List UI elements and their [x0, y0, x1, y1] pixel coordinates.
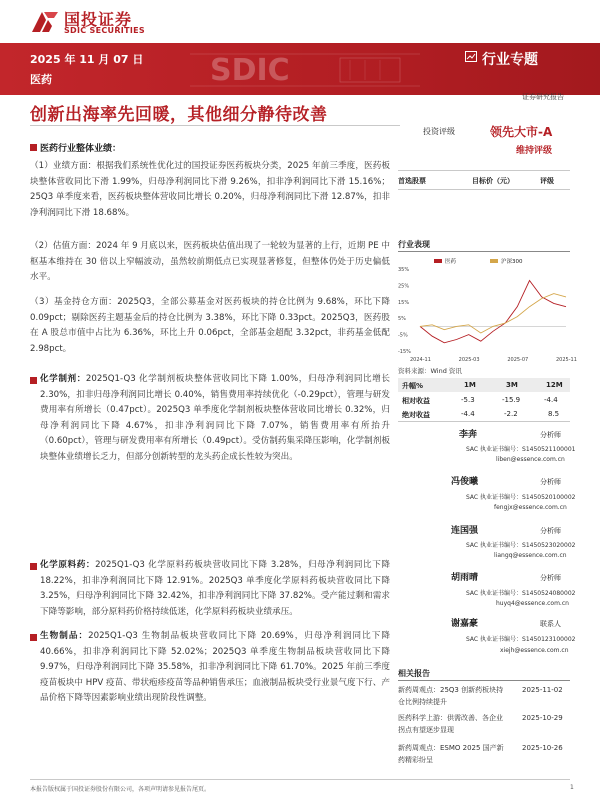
- x-tick-label: 2024-11: [410, 357, 431, 363]
- related-report-date: 2025-10-26: [522, 744, 563, 752]
- report-type: 行业专题: [482, 52, 538, 68]
- divider: [398, 170, 570, 171]
- paragraph: [40, 629, 390, 707]
- legend-label-csi300: 沪深300: [501, 259, 523, 265]
- perf-cell: -5.3: [461, 396, 475, 404]
- perf-cell: 8.5: [548, 410, 560, 418]
- x-tick-label: 2025-03: [458, 357, 480, 363]
- section-bullet: [30, 377, 37, 384]
- perf-table-header-bg: [398, 378, 570, 392]
- paragraph: [40, 558, 390, 620]
- divider: [398, 251, 570, 252]
- section-text: 2025Q1-Q3 生物制品板块营收同比下降 20.69%，归母净利润同比下降 40.66%，扣非净利润同比下降 52.02%；2025Q3 单季度生物制品板块营收同比下降 9.97%，归母净利润同比下降 35.58%，扣非净利润同比下降 61.70%。2025 年前三季度疫苗板块中 HPV 疫苗、带状疱疹疫苗等品种销售承压；血液制品板块受行业景气度下行、产品价格下降等因素影响业绩出现阶段性调整。: [40, 631, 390, 704]
- x-tick-label: 2025-11: [556, 357, 577, 363]
- divider: [398, 680, 570, 681]
- section-bullet: [30, 563, 37, 570]
- rating-value: 领先大市-A: [490, 125, 553, 139]
- legend-swatch-pharma: [434, 259, 442, 263]
- divider: [398, 189, 570, 190]
- y-tick-label: -5%: [398, 332, 408, 339]
- paragraph: [40, 372, 390, 466]
- related-report-date: 2025-10-29: [522, 714, 563, 722]
- analyst-name: 连国强: [451, 526, 479, 536]
- section-text: 2025Q1-Q3 化学原料药板块营收同比下降 3.28%，归母净利润同比下降 18.22%，扣非净利润同比下降 12.91%。2025Q3 单季度化学原料药板块营收同比下降 3.25%，归母净利润同比下降 32.42%，扣非净利润同比下降 37.82%。受产能过剩和需求下降等影响，部分原料药价格持续低迷，化学原料药板块业绩承压。: [40, 560, 390, 617]
- section-text: 2025Q1-Q3 化学制剂板块整体营收同比下降 1.00%，归母净利润同比增长 2.30%，扣非归母净利润同比增长 0.40%，销售费用率持续优化（-0.29pct），管理与研发费用率有所增长（0.47pct）。2025Q3 单季度化学制剂板块整体营收同比增长 0.32%，归母净利润同比下降 4.67%，扣非净利润同比下降 7.07%，销售费用率有所抬升（0.60pct），管理与研发费用率有所增长（0.49pct）。受仿制药集采降压影响，化学制剂板块整体业绩增长乏力，但部分创新转型的龙头药企成长性较为突出。: [40, 374, 390, 462]
- analyst-role: 联系人: [540, 620, 561, 628]
- analyst-role: 分析师: [540, 478, 561, 486]
- divider: [398, 421, 570, 422]
- page-title: 创新出海率先回暖，其他细分静待改善: [30, 105, 328, 125]
- x-tick-label: 2025-07: [507, 357, 529, 363]
- series-line-pharma: [420, 281, 566, 343]
- logo-mark-icon: [30, 8, 60, 34]
- perf-col-label: 升幅%: [402, 382, 424, 390]
- report-date: 2025 年 11 月 07 日: [30, 53, 144, 66]
- analyst-name: 冯俊曦: [451, 477, 479, 487]
- report-type-icon: [465, 51, 477, 62]
- department-label: 证券研究报告: [522, 93, 564, 101]
- perf-cell: -4.4: [461, 410, 475, 418]
- related-report-link[interactable]: 新药周观点：ESMO 2025 国产新药精彩纷呈: [398, 744, 504, 764]
- stock-col-name: 首选股票: [398, 177, 426, 185]
- analyst-role: 分析师: [540, 431, 561, 439]
- section-bullet: [30, 634, 37, 641]
- banner-watermark: SDIC: [210, 53, 290, 88]
- analyst-sac: SAC 执业证书编号：S1450524080002: [466, 590, 576, 597]
- analyst-email[interactable]: liangq@essence.com.cn: [494, 552, 567, 559]
- related-report-link[interactable]: 新药周观点：25Q3 创新药板块持仓比例持续提升: [398, 686, 504, 706]
- report-sector: 医药: [30, 73, 52, 86]
- analyst-email[interactable]: fengjx@essence.com.cn: [494, 504, 567, 511]
- related-report-link[interactable]: 医药科学上游：供需改善、各企业拐点有望逐步显现: [398, 714, 503, 734]
- section-bullet: [30, 144, 37, 151]
- logo-subtext: SDIC SECURITIES: [64, 26, 145, 35]
- related-title: 相关报告: [398, 669, 430, 678]
- rating-label: 投资评级: [423, 127, 455, 136]
- section-lead: 化学制剂：: [40, 374, 86, 384]
- y-tick-label: 15%: [398, 299, 410, 306]
- rating-status: 维持评级: [516, 146, 553, 156]
- y-tick-label: 35%: [398, 267, 410, 273]
- paragraph: （1）业绩方面：根据我们系统性优化过的国投证券医药板块分类，2025 年前三季度，医药板块整体营收同比下滑 1.99%，归母净利润同比下滑 9.26%，扣非净利润同比下滑 15.16%；25Q3 单季度来看，医药板块整体营收同比增长 0.20%，归母净利润同比下滑 12.87%，扣非净利润同比下滑 18.68%。: [30, 161, 390, 218]
- stock-col-target: 目标价（元）: [472, 177, 514, 185]
- perf-col-1m: 1M: [464, 381, 476, 389]
- analyst-email[interactable]: xiejh@essence.com.cn: [500, 647, 569, 654]
- section-lead: 化学原料药：: [40, 560, 96, 570]
- section-lead: 生物制品：: [40, 631, 89, 641]
- perf-row-label: 绝对收益: [402, 411, 430, 419]
- related-report-date: 2025-11-02: [522, 686, 563, 694]
- perf-col-3m: 3M: [506, 381, 518, 389]
- analyst-email[interactable]: liben@essence.com.cn: [496, 456, 565, 463]
- chart-source: 资料来源：Wind 资讯: [398, 367, 462, 375]
- perf-cell: -15.9: [502, 396, 521, 404]
- performance-chart: [398, 255, 577, 363]
- divider: [30, 779, 570, 780]
- analyst-name: 胡雨晴: [451, 573, 479, 583]
- analyst-role: 分析师: [540, 574, 561, 582]
- section-title: 医药行业整体业绩：: [40, 144, 122, 154]
- analyst-sac: SAC 执业证书编号：S1450123100002: [466, 636, 576, 643]
- y-tick-label: 5%: [398, 316, 406, 323]
- analyst-sac: SAC 执业证书编号：S1450521100001: [466, 446, 576, 453]
- analyst-role: 分析师: [540, 527, 561, 535]
- analyst-sac: SAC 执业证书编号：S1450520100002: [466, 494, 576, 501]
- legend-label-pharma: 医药: [445, 259, 457, 265]
- paragraph: （2）估值方面：2024 年 9 月底以来，医药板块估值出现了一轮较为显著的上行，近期 PE 中枢基本维持在 30 倍以上窄幅波动，虽然较前期低点已实现显著修复，但整体仍处于历史偏低水平。: [30, 241, 390, 283]
- paragraph: （3）基金持仓方面：2025Q3，全部公募基金对医药板块的持仓比例为 9.68%，环比下降 0.09pct；剔除医药主题基金后的持仓比例为 3.38%，环比下降 0.33pct。2025Q3，医药股在 A 股总市值中占比为 6.36%，环比上升 0.06pct，全部基金超配 3.32pct，非药基金低配 2.98pct。: [30, 297, 390, 354]
- perf-row-label: 相对收益: [402, 397, 430, 405]
- analyst-email[interactable]: huyq4@essence.com.cn: [496, 600, 569, 607]
- y-tick-label: -15%: [398, 349, 411, 355]
- banner-decoration: [190, 46, 420, 92]
- logo-text: 国投证券: [64, 10, 133, 29]
- analyst-name: 谢嘉豪: [451, 619, 479, 629]
- divider: [30, 125, 400, 126]
- perf-col-12m: 12M: [546, 381, 563, 389]
- legend-swatch-csi300: [490, 259, 498, 263]
- analyst-name: 李奔: [459, 430, 478, 440]
- analyst-sac: SAC 执业证书编号：S1450523020002: [466, 542, 576, 549]
- performance-title: 行业表现: [398, 240, 430, 249]
- perf-cell: -2.2: [504, 410, 518, 418]
- stock-col-rating: 评级: [540, 177, 554, 185]
- y-tick-label: 25%: [398, 283, 410, 290]
- page-number: 1: [570, 784, 574, 791]
- perf-cell: -4.4: [544, 396, 558, 404]
- series-line-csi300: [420, 294, 566, 333]
- footer-disclaimer: 本报告版权属于国投证券股份有限公司，各项声明请参见报告尾页。: [30, 786, 211, 793]
